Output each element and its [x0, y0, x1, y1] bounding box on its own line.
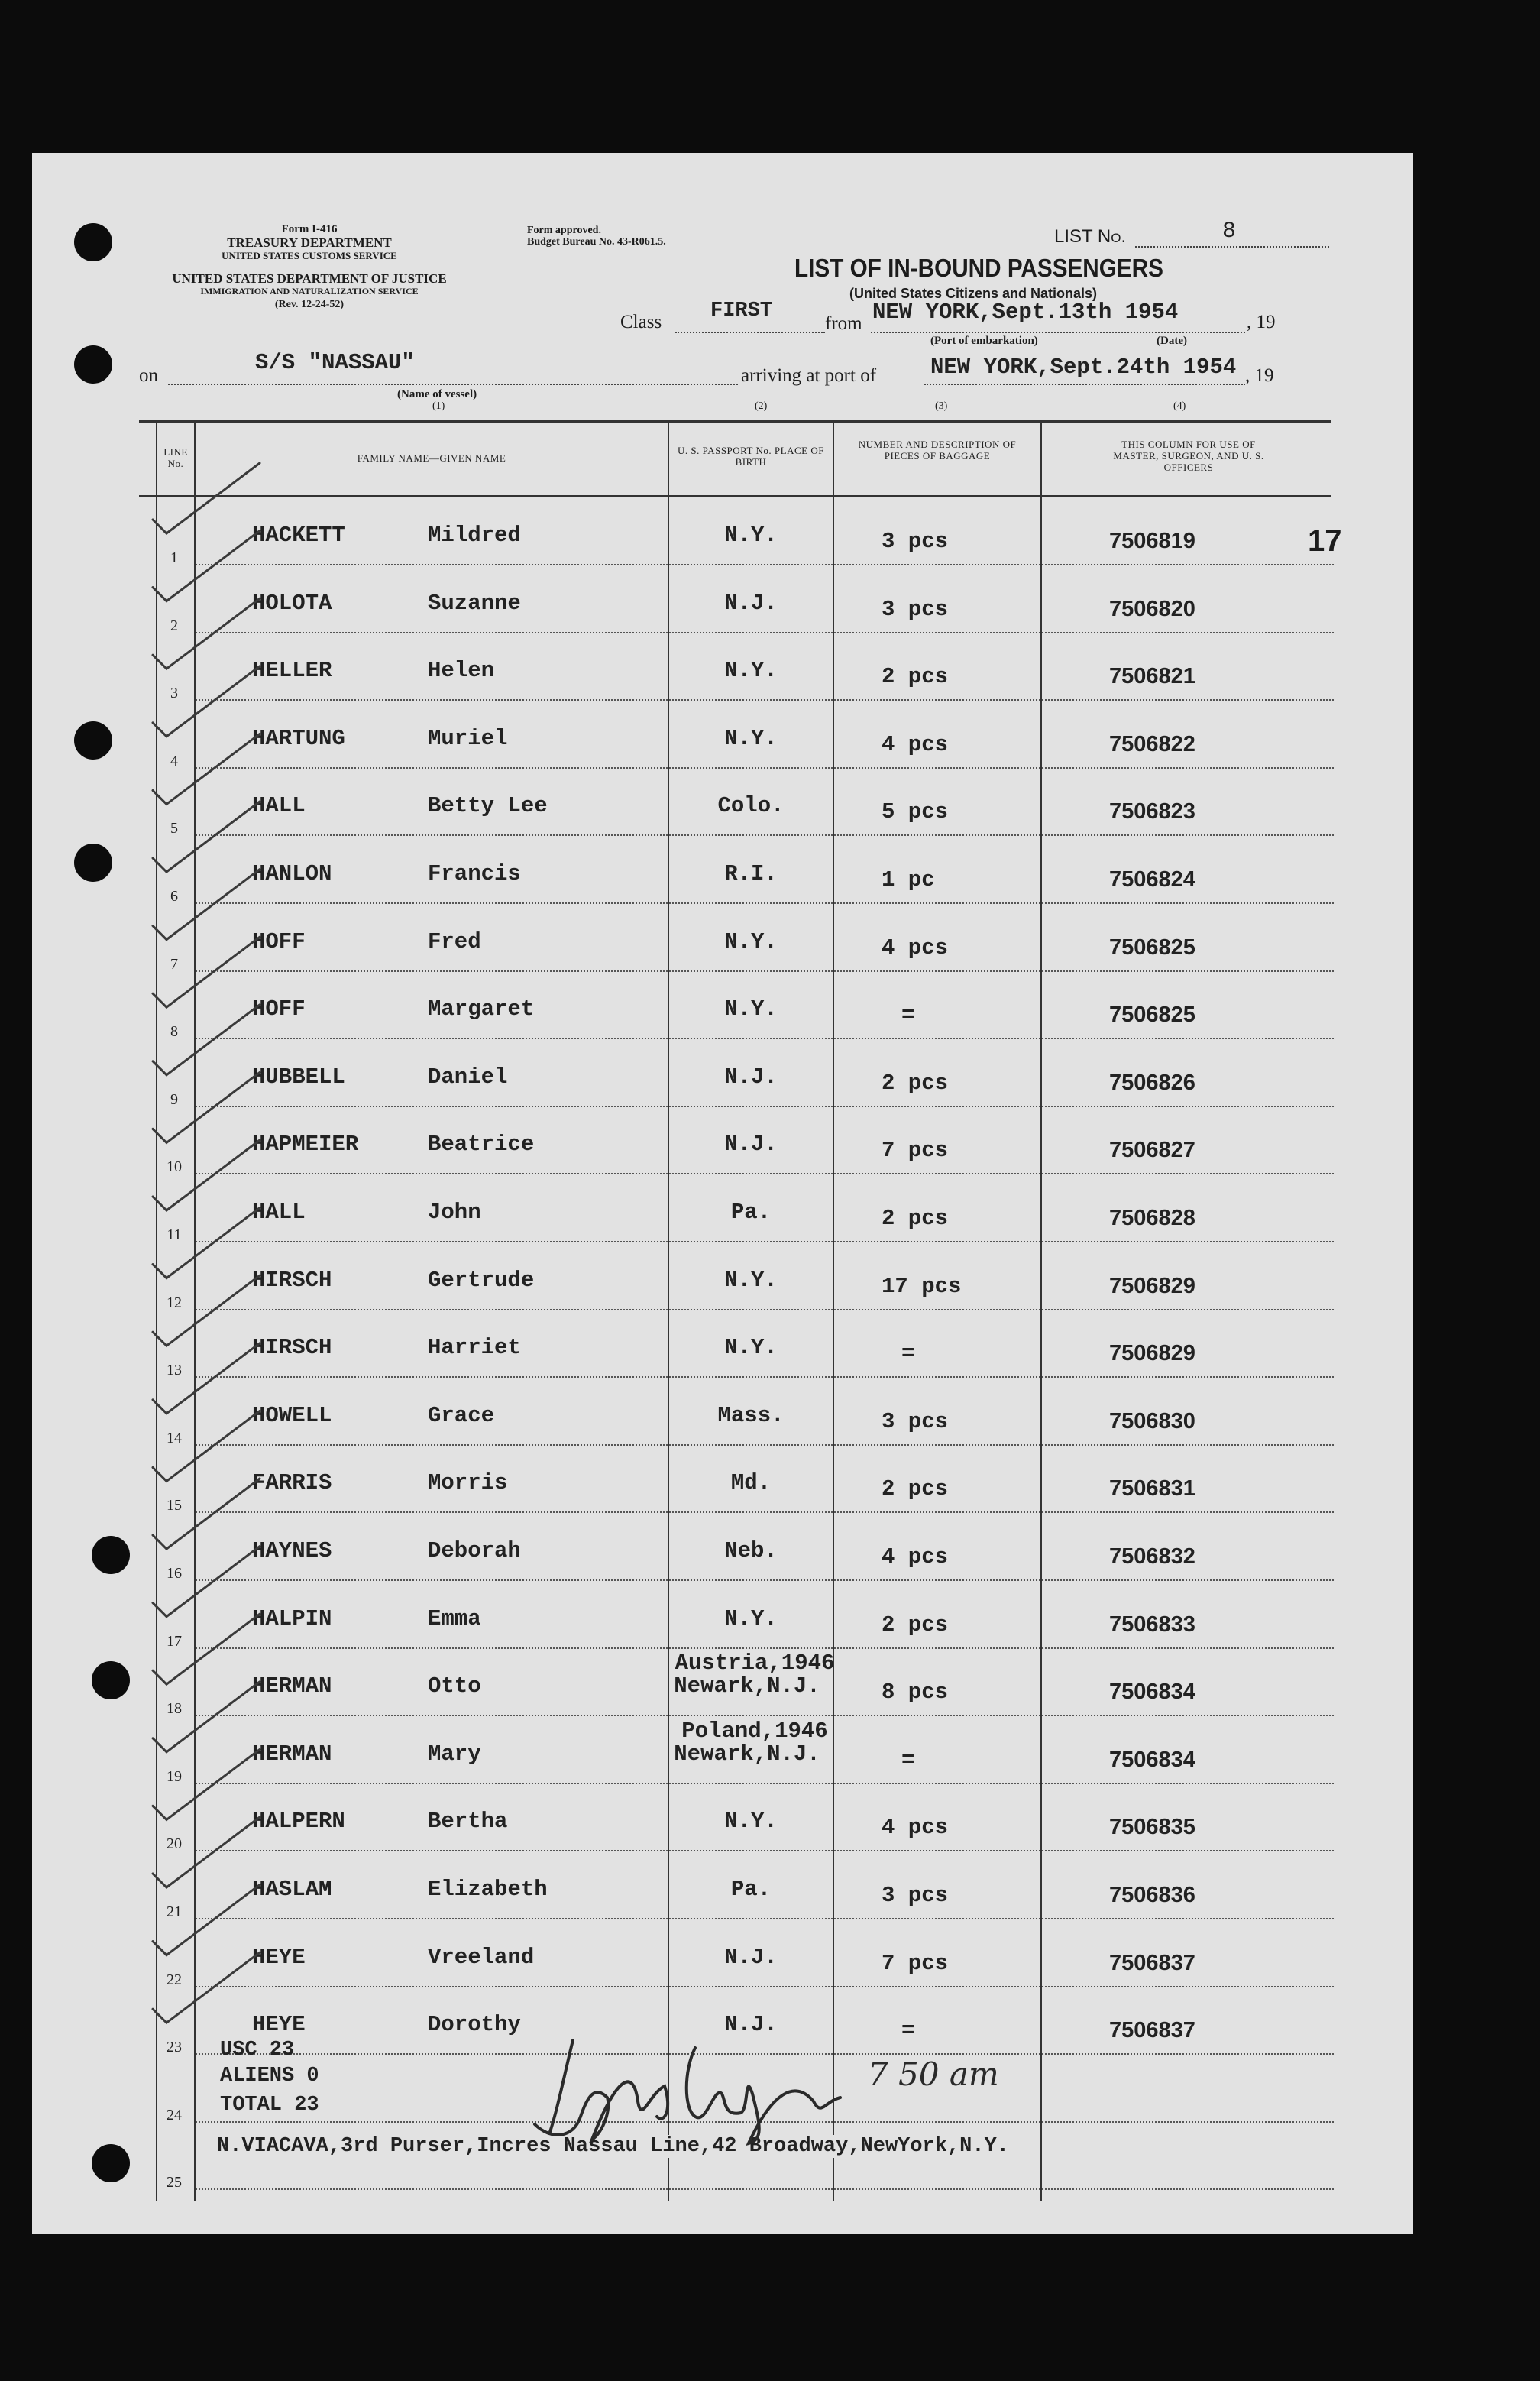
- check-mark-icon: [153, 870, 260, 940]
- officer-number: 7506822: [1109, 732, 1195, 756]
- row-separator: [196, 564, 1334, 565]
- baggage: 3 pcs: [882, 1883, 949, 1908]
- officer-number: 7506830: [1109, 1409, 1195, 1433]
- row-separator: [196, 767, 1334, 769]
- date-caption: (Date): [1157, 335, 1187, 347]
- summary-aliens: ALIENS 0: [220, 2065, 319, 2088]
- officer-number: 7506834: [1109, 1748, 1195, 1772]
- header-line-no: LINE No.: [163, 446, 188, 469]
- officer-number: 7506829: [1109, 1341, 1195, 1365]
- check-mark-icon: [153, 598, 260, 669]
- officer-number: 7506819: [1109, 529, 1195, 553]
- line-number: 22: [167, 1971, 182, 1988]
- row-separator: [196, 1715, 1334, 1716]
- baggage: 7 pcs: [882, 1951, 949, 1976]
- header-baggage: NUMBER AND DESCRIPTION OF PIECES OF BAGGAGE: [858, 439, 1017, 462]
- place-of-birth: Poland,1946: [681, 1719, 828, 1744]
- place-of-birth: N.Y.: [724, 1606, 778, 1631]
- line-number: 11: [167, 1226, 182, 1243]
- binder-hole: [74, 223, 112, 261]
- class-label: Class: [620, 312, 662, 332]
- binder-hole: [92, 1661, 130, 1699]
- row-separator: [196, 970, 1334, 972]
- line-number: 20: [167, 1835, 182, 1852]
- given-name: Grace: [428, 1403, 495, 1428]
- officer-number: 7506836: [1109, 1883, 1195, 1907]
- family-name: HAPMEIER: [252, 1132, 359, 1157]
- given-name: Francis: [428, 861, 521, 886]
- check-mark-icon: [153, 1682, 260, 1752]
- budget-bureau: Budget Bureau No. 43-R061.5.: [527, 236, 666, 248]
- row-separator: [196, 1444, 1334, 1446]
- family-name: HANLON: [252, 861, 332, 886]
- from-label: from: [825, 313, 862, 334]
- row-separator: [196, 834, 1334, 836]
- family-name: HUBBELL: [252, 1064, 345, 1090]
- check-mark-icon: [153, 1072, 260, 1142]
- row-separator: [196, 1241, 1334, 1242]
- place-of-birth: R.I.: [724, 861, 778, 886]
- given-name: Elizabeth: [428, 1877, 548, 1902]
- place-of-birth: N.Y.: [724, 658, 778, 683]
- check-mark-icon: [153, 1140, 260, 1210]
- vessel-caption: (Name of vessel): [397, 388, 477, 400]
- row-separator: [196, 1986, 1334, 1987]
- column-number: (3): [935, 400, 948, 412]
- document-subtitle: (United States Citizens and Nationals): [849, 286, 1098, 301]
- line-number: 24: [167, 2107, 182, 2123]
- row-separator: [196, 1038, 1334, 1039]
- baggage: 4 pcs: [882, 732, 949, 757]
- line-number: 5: [170, 820, 178, 837]
- given-name: Gertrude: [428, 1268, 535, 1293]
- check-mark-icon: [153, 1479, 260, 1549]
- table-top-border: [139, 420, 1331, 423]
- year-suffix-2: , 19: [1245, 365, 1274, 386]
- purser-line: N.VIACAVA,3rd Purser,Incres Nassau Line,42 Broadway,NewYork,N.Y.: [217, 2135, 1009, 2158]
- family-name: HEYE: [252, 2012, 306, 2037]
- baggage: 2 pcs: [882, 1206, 949, 1231]
- officer-number: 7506833: [1109, 1612, 1195, 1637]
- given-name: Vreeland: [428, 1945, 535, 1970]
- row-separator: [196, 1106, 1334, 1107]
- baggage: 3 pcs: [882, 529, 949, 554]
- line-number: 23: [167, 2039, 182, 2055]
- family-name: HIRSCH: [252, 1335, 332, 1360]
- officer-number: 7506825: [1109, 1003, 1195, 1027]
- line-number: 9: [170, 1091, 178, 1108]
- check-mark-icon: [153, 734, 260, 804]
- check-mark-icon: [153, 1411, 260, 1481]
- row-separator: [196, 699, 1334, 701]
- officer-number: 7506826: [1109, 1071, 1195, 1095]
- line-number: 1: [170, 549, 178, 566]
- column-number: (4): [1173, 400, 1186, 412]
- family-name: HOLOTA: [252, 591, 332, 616]
- margin-note: 17: [1308, 524, 1342, 558]
- row-separator: [196, 1783, 1334, 1784]
- check-mark-icon: [153, 463, 260, 533]
- baggage: =: [901, 1341, 915, 1366]
- binder-hole: [92, 1536, 130, 1574]
- family-name: FARRIS: [252, 1470, 332, 1495]
- place-of-birth: N.Y.: [724, 726, 778, 751]
- check-mark-icon: [153, 1275, 260, 1346]
- check-mark-icon: [153, 1005, 260, 1075]
- baggage: 8 pcs: [882, 1680, 949, 1705]
- arriving-label: arriving at port of: [741, 365, 877, 386]
- given-name: Harriet: [428, 1335, 521, 1360]
- summary-total: TOTAL 23: [220, 2094, 319, 2117]
- check-mark-icon: [153, 1952, 260, 2023]
- class-value: FIRST: [710, 300, 773, 322]
- officer-number: 7506823: [1109, 799, 1195, 824]
- officer-number: 7506835: [1109, 1815, 1195, 1839]
- officer-number: 7506825: [1109, 935, 1195, 960]
- row-separator: [196, 1309, 1334, 1310]
- baggage: =: [901, 1748, 915, 1773]
- given-name: Otto: [428, 1673, 481, 1699]
- family-name: HOFF: [252, 996, 306, 1022]
- place-of-birth: Pa.: [730, 1200, 772, 1225]
- given-name: Margaret: [428, 996, 535, 1022]
- family-name: HAYNES: [252, 1538, 332, 1563]
- vessel-line: [168, 384, 738, 385]
- family-name: HALPIN: [252, 1606, 332, 1631]
- line-number: 19: [167, 1768, 182, 1785]
- line-number: 25: [167, 2174, 182, 2191]
- given-name: Dorothy: [428, 2012, 521, 2037]
- given-name: Mildred: [428, 523, 521, 548]
- form-approved: Form approved.: [527, 225, 601, 236]
- given-name: Suzanne: [428, 591, 521, 616]
- given-name: Fred: [428, 929, 481, 954]
- list-label: LIST No.: [1054, 226, 1127, 247]
- line-number: 4: [170, 753, 178, 769]
- place-of-birth: Pa.: [730, 1877, 772, 1902]
- officer-number: 7506824: [1109, 867, 1195, 892]
- check-mark-icon: [153, 531, 260, 601]
- baggage: 5 pcs: [882, 799, 949, 824]
- officer-number: 7506832: [1109, 1544, 1195, 1569]
- binder-hole: [74, 345, 112, 384]
- row-separator: [196, 902, 1334, 904]
- justice-department: UNITED STATES DEPARTMENT OF JUSTICE: [172, 271, 447, 286]
- place-of-birth: N.J.: [724, 1064, 778, 1090]
- check-mark-icon: [153, 666, 260, 737]
- row-separator: [196, 1918, 1334, 1919]
- place-of-birth: N.Y.: [724, 996, 778, 1022]
- column-number: (2): [755, 400, 768, 412]
- given-name: Mary: [428, 1741, 481, 1767]
- given-name: Deborah: [428, 1538, 521, 1563]
- customs-service: UNITED STATES CUSTOMS SERVICE: [222, 250, 397, 261]
- baggage: 2 pcs: [882, 1071, 949, 1096]
- given-name: Daniel: [428, 1064, 508, 1090]
- family-name: HOFF: [252, 929, 306, 954]
- baggage: 2 pcs: [882, 664, 949, 689]
- inspector-signature: [519, 2025, 856, 2147]
- family-name: HALL: [252, 1200, 306, 1225]
- officer-number: 7506829: [1109, 1274, 1195, 1298]
- family-name: HEYE: [252, 1945, 306, 1970]
- check-mark-icon: [153, 802, 260, 872]
- check-mark-icon: [153, 1749, 260, 1819]
- document-title: LIST OF IN-BOUND PASSENGERS: [794, 254, 1163, 282]
- family-name: HERMAN: [252, 1741, 332, 1767]
- line-number: 12: [167, 1294, 182, 1311]
- baggage: 3 pcs: [882, 597, 949, 622]
- officer-number: 7506827: [1109, 1138, 1195, 1162]
- list-number-line: [1135, 246, 1329, 248]
- row-separator: [196, 1579, 1334, 1581]
- summary-usc: USC 23: [220, 2039, 295, 2062]
- given-name: Muriel: [428, 726, 508, 751]
- given-name: John: [428, 1200, 481, 1225]
- baggage: 4 pcs: [882, 1815, 949, 1840]
- line-number: 18: [167, 1700, 182, 1717]
- justice-block: [130, 272, 489, 311]
- baggage: =: [901, 2018, 915, 2043]
- revision-date: (Rev. 12-24-52): [274, 299, 345, 310]
- column-number: (1): [432, 400, 445, 412]
- on-label: on: [139, 365, 158, 386]
- check-mark-icon: [153, 1547, 260, 1617]
- binder-hole: [74, 721, 112, 760]
- line-number: 10: [167, 1158, 182, 1175]
- row-separator: [196, 1511, 1334, 1513]
- check-mark-icon: [153, 937, 260, 1007]
- arriving-line: [924, 384, 1245, 385]
- place-of-birth-city: Newark,N.J.: [674, 1673, 820, 1699]
- place-of-birth: N.J.: [724, 1945, 778, 1970]
- family-name: HARTUNG: [252, 726, 345, 751]
- header-officers: THIS COLUMN FOR USE OF MASTER, SURGEON, AND U. S. OFFICERS: [1113, 439, 1264, 473]
- row-separator: [196, 1173, 1334, 1174]
- check-mark-icon: [153, 1885, 260, 1955]
- place-of-birth: N.J.: [724, 591, 778, 616]
- line-number: 15: [167, 1497, 182, 1514]
- given-name: Emma: [428, 1606, 481, 1631]
- row-separator: [196, 1376, 1334, 1378]
- line-number: 21: [167, 1903, 182, 1920]
- family-name: HALPERN: [252, 1809, 345, 1834]
- given-name: Beatrice: [428, 1132, 535, 1157]
- time-note: 7 50 am: [868, 2055, 999, 2093]
- list-number: 8: [1222, 219, 1237, 245]
- place-of-birth: Mass.: [717, 1403, 785, 1428]
- baggage: 2 pcs: [882, 1612, 949, 1638]
- place-of-birth: Colo.: [717, 793, 785, 818]
- approval-block: [527, 225, 666, 248]
- immigration-service: IMMIGRATION AND NATURALIZATION SERVICE: [200, 286, 419, 296]
- form-header-block: [191, 223, 428, 262]
- treasury-department: TREASURY DEPARTMENT: [227, 235, 392, 250]
- year-suffix-1: , 19: [1247, 312, 1276, 332]
- given-name: Bertha: [428, 1809, 508, 1834]
- header-name: FAMILY NAME—GIVEN NAME: [357, 452, 506, 464]
- check-mark-icon: [153, 1614, 260, 1684]
- place-of-birth: N.Y.: [724, 1335, 778, 1360]
- line-number: 7: [170, 956, 178, 973]
- line-number: 2: [170, 617, 178, 634]
- baggage: =: [901, 1003, 915, 1028]
- col-divider-passport: [833, 422, 834, 2201]
- place-of-birth: N.J.: [724, 2012, 778, 2037]
- baggage: 1 pc: [882, 867, 935, 892]
- officer-number: 7506834: [1109, 1680, 1195, 1704]
- baggage: 4 pcs: [882, 1544, 949, 1570]
- line-number: 3: [170, 685, 178, 701]
- check-mark-icon: [153, 1208, 260, 1278]
- place-of-birth-city: Newark,N.J.: [674, 1741, 820, 1767]
- vessel-value: S/S "NASSAU": [255, 350, 415, 375]
- check-mark-icon: [153, 1343, 260, 1414]
- family-name: HERMAN: [252, 1673, 332, 1699]
- family-name: HELLER: [252, 658, 332, 683]
- binder-hole: [74, 844, 112, 882]
- baggage: 7 pcs: [882, 1138, 949, 1163]
- baggage: 17 pcs: [882, 1274, 962, 1299]
- form-number: Form I-416: [281, 223, 338, 235]
- place-of-birth: Neb.: [724, 1538, 778, 1563]
- col-divider-baggage: [1040, 422, 1042, 2201]
- col-divider-name: [668, 422, 669, 2201]
- place-of-birth: N.Y.: [724, 1268, 778, 1293]
- arriving-value: NEW YORK,Sept.24th 1954: [930, 355, 1237, 380]
- check-marks: [145, 443, 344, 2216]
- place-of-birth: N.J.: [724, 1132, 778, 1157]
- class-line: [675, 332, 825, 333]
- baggage: 2 pcs: [882, 1476, 949, 1501]
- row-separator: [196, 1850, 1334, 1851]
- place-of-birth: N.Y.: [724, 1809, 778, 1834]
- line-number: 13: [167, 1362, 182, 1378]
- family-name: HALL: [252, 793, 306, 818]
- officer-number: 7506831: [1109, 1476, 1195, 1501]
- place-of-birth: N.Y.: [724, 523, 778, 548]
- line-number: 8: [170, 1023, 178, 1040]
- from-value: NEW YORK,Sept.13th 1954: [872, 300, 1179, 325]
- given-name: Helen: [428, 658, 495, 683]
- from-line: [871, 332, 1245, 333]
- family-name: HOWELL: [252, 1403, 332, 1428]
- row-separator: [196, 2188, 1334, 2190]
- baggage: 4 pcs: [882, 935, 949, 960]
- family-name: HIRSCH: [252, 1268, 332, 1293]
- row-separator: [196, 632, 1334, 633]
- line-number: 14: [167, 1430, 182, 1446]
- row-separator: [196, 1647, 1334, 1649]
- binder-hole: [92, 2144, 130, 2182]
- officer-number: 7506837: [1109, 2018, 1195, 2042]
- header-passport: U. S. PASSPORT No. PLACE OF BIRTH: [678, 445, 824, 468]
- officer-number: 7506837: [1109, 1951, 1195, 1975]
- family-name: HACKETT: [252, 523, 345, 548]
- given-name: Morris: [428, 1470, 508, 1495]
- baggage: 3 pcs: [882, 1409, 949, 1434]
- line-number: 16: [167, 1565, 182, 1582]
- officer-number: 7506821: [1109, 664, 1195, 688]
- check-mark-icon: [153, 1817, 260, 1887]
- officer-number: 7506820: [1109, 597, 1195, 621]
- line-number: 17: [167, 1633, 182, 1650]
- officer-number: 7506828: [1109, 1206, 1195, 1230]
- family-name: HASLAM: [252, 1877, 332, 1902]
- place-of-birth: N.Y.: [724, 929, 778, 954]
- place-of-birth: Md.: [730, 1470, 772, 1495]
- line-number: 6: [170, 888, 178, 905]
- place-of-birth: Austria,1946: [675, 1651, 835, 1676]
- given-name: Betty Lee: [428, 793, 548, 818]
- port-embark-caption: (Port of embarkation): [930, 335, 1038, 347]
